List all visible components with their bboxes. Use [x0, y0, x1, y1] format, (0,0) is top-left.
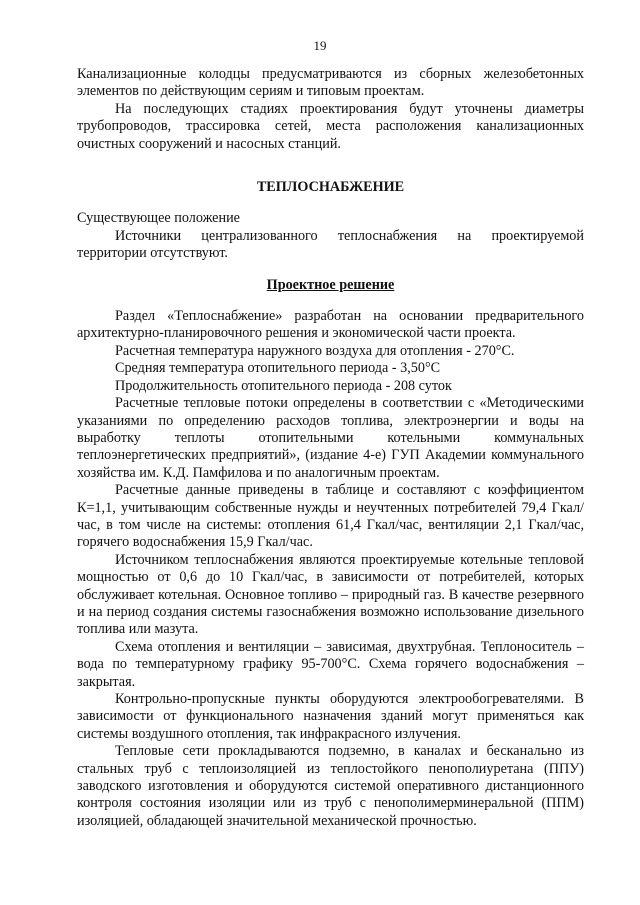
project-solution-title: Проектное решение [266, 276, 395, 293]
intro-paragraph: На последующих стадиях проектирования будут уточнены диаметры трубопроводов, трассировка сетей, места расположения канализационных очистных сооружений и насосных станций. [77, 100, 584, 152]
project-paragraph: Продолжительность отопительного периода - 208 суток [115, 377, 452, 394]
page-content [77, 66, 584, 830]
project-paragraph: Средняя температура отопительного периода - 3,50°С [115, 360, 441, 377]
project-paragraph: Контрольно-пропускные пункты оборудуются электрообогревателями. В зависимости от функционального назначения зданий могут применяться как системы воздушного отопления, так инфракрасного излучения. [77, 691, 584, 742]
page-number: 19 [313, 38, 327, 53]
project-paragraph: Источником теплоснабжения являются проектируемые котельные тепловой мощностью от 0,6 до 10 Гкал/час, в зависимости от потребителей, которых обслуживает котельная. Основное топливо – природный газ. В качестве резервного и на период создания системы газоснабжения возможно использование дизельного топлива или мазута. [77, 551, 584, 638]
existing-situation-title: Существующее положение [77, 210, 240, 227]
existing-situation-text: Источники централизованного теплоснабжения на проектируемой территории отсутствуют. [77, 227, 584, 262]
section-heading: ТЕПЛОСНАБЖЕНИЕ [256, 179, 405, 196]
project-paragraph: Расчетная температура наружного воздуха для отопления - 270°С. [115, 342, 515, 359]
project-paragraph: Схема отопления и вентиляции – зависимая, двухтрубная. Теплоноситель – вода по температурному графику 95-700°С. Схема горячего водоснабжения – закрытая. [77, 638, 584, 690]
project-paragraph: Тепловые сети прокладываются подземно, в каналах и бесканально из стальных труб с теплоизоляцией из теплостойкого пенополиуретана (ППУ) заводского изготовления и оборудуются системой оперативного дистанционного контроля состояния изоляции или из труб с пенополимерминеральной (ППМ) изоляцией, обладающей значительной механической прочностью. [77, 743, 584, 829]
project-paragraph: Расчетные тепловые потоки определены в соответствии с «Методическими указаниями по определению расходов топлива, электроэнергии и воды на выработку теплоты отопительными котельными коммунальных теплоэнергетических предприятий», (издание 4-е) ГУП Академии коммунального хозяйства им. К.Д. Памфилова и по аналогичным проектам. [77, 395, 584, 481]
project-paragraph: Расчетные данные приведены в таблице и составляют с коэффициентом К=1,1, учитывающим собственные нужды и неучтенных потребителей 79,4 Гкал/час, в том числе на системы: отопления 61,4 Гкал/час, вентиляции 2,1 Гкал/час, горячего водоснабжения 15,9 Гкал/час. [77, 482, 584, 551]
project-paragraph: Раздел «Теплоснабжение» разработан на основании предварительного архитектурно-планировочного решения и экономической части проекта. [77, 308, 584, 342]
intro-paragraph: Канализационные колодцы предусматриваются из сборных железобетонных элементов по действующим сериям и типовым проектам. [77, 66, 584, 100]
